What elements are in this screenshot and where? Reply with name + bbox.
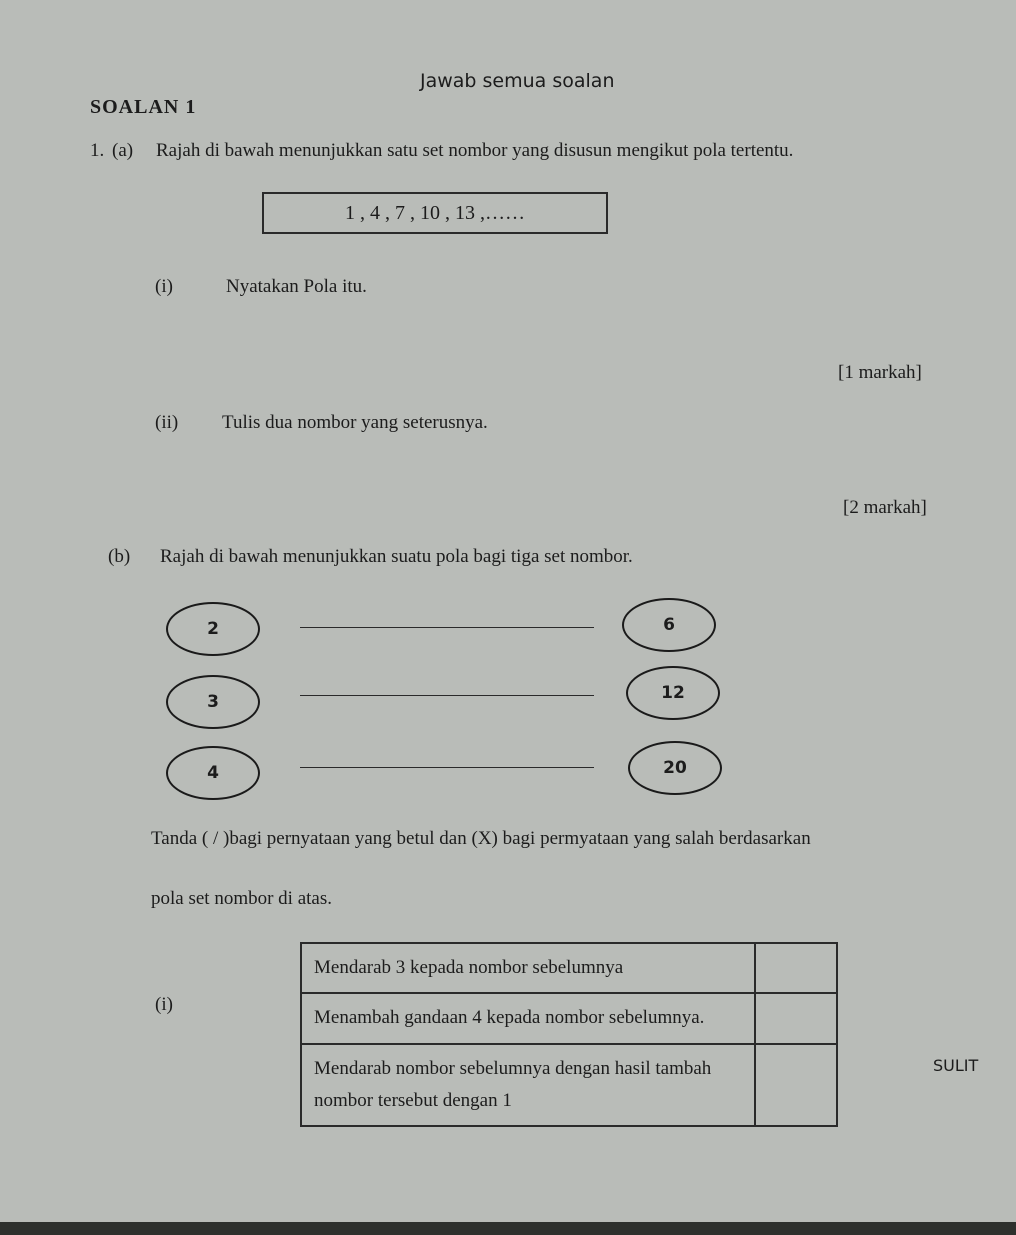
pair-1-left-oval bbox=[166, 602, 260, 656]
pair-2-left-oval bbox=[166, 675, 260, 729]
pair-1-right-oval bbox=[622, 598, 716, 652]
statement-3: Mendarab nombor sebelumnya dengan hasil tambah nombor tersebut dengan 1 bbox=[301, 1044, 755, 1127]
tick-box-2[interactable] bbox=[755, 993, 837, 1043]
pair-2-right: 12 bbox=[661, 683, 685, 703]
pair-2-answer-line[interactable] bbox=[300, 695, 594, 696]
sub-i-marks: [1 markah] bbox=[838, 362, 922, 383]
question-number: 1. bbox=[90, 140, 105, 161]
pair-3-left-oval bbox=[166, 746, 260, 800]
pair-1-answer-line[interactable] bbox=[300, 627, 594, 628]
statement-2: Menambah gandaan 4 kepada nombor sebelumnya. bbox=[301, 993, 755, 1043]
table-row bbox=[301, 943, 837, 993]
part-b-sub-i-label: (i) bbox=[155, 994, 173, 1015]
sub-ii-label: (ii) bbox=[155, 412, 179, 433]
sub-ii-marks: [2 markah] bbox=[843, 497, 927, 518]
sub-ii-text: Tulis dua nombor yang seterusnya. bbox=[222, 412, 488, 433]
footer-tag: SULIT bbox=[933, 1056, 979, 1075]
sub-i-text: Nyatakan Pola itu. bbox=[226, 276, 367, 297]
part-b-label: (b) bbox=[108, 546, 131, 567]
part-a-label: (a) bbox=[112, 140, 134, 161]
sequence-text: 1 , 4 , 7 , 10 , 13 ,…… bbox=[345, 201, 525, 224]
sub-i-label: (i) bbox=[155, 276, 173, 297]
statements-table bbox=[300, 942, 838, 1127]
bottom-edge bbox=[0, 1222, 1016, 1235]
table-row bbox=[301, 993, 837, 1043]
part-b-text: Rajah di bawah menunjukkan suatu pola bagi tiga set nombor. bbox=[160, 546, 633, 567]
table-row bbox=[301, 1044, 837, 1127]
statement-1: Mendarab 3 kepada nombor sebelumnya bbox=[301, 943, 755, 993]
pair-2-right-oval bbox=[626, 666, 720, 720]
pair-1-left: 2 bbox=[207, 619, 219, 639]
part-b-instruction-line2: pola set nombor di atas. bbox=[151, 888, 332, 909]
part-a-text: Rajah di bawah menunjukkan satu set nombor yang disusun mengikut pola tertentu. bbox=[156, 140, 794, 161]
pair-1-right: 6 bbox=[663, 615, 675, 635]
instruction-text: Jawab semua soalan bbox=[420, 70, 615, 92]
section-title: SOALAN 1 bbox=[90, 96, 197, 118]
pair-2-left: 3 bbox=[207, 692, 219, 712]
tick-box-3[interactable] bbox=[755, 1044, 837, 1127]
pair-3-right-oval bbox=[628, 741, 722, 795]
pair-3-right: 20 bbox=[663, 758, 687, 778]
pair-3-left: 4 bbox=[207, 763, 219, 783]
sequence-box bbox=[262, 192, 608, 234]
pair-3-answer-line[interactable] bbox=[300, 767, 594, 768]
part-b-instruction-line1: Tanda ( / )bagi pernyataan yang betul dan (X) bagi permyataan yang salah berdasarkan bbox=[151, 828, 811, 849]
tick-box-1[interactable] bbox=[755, 943, 837, 993]
